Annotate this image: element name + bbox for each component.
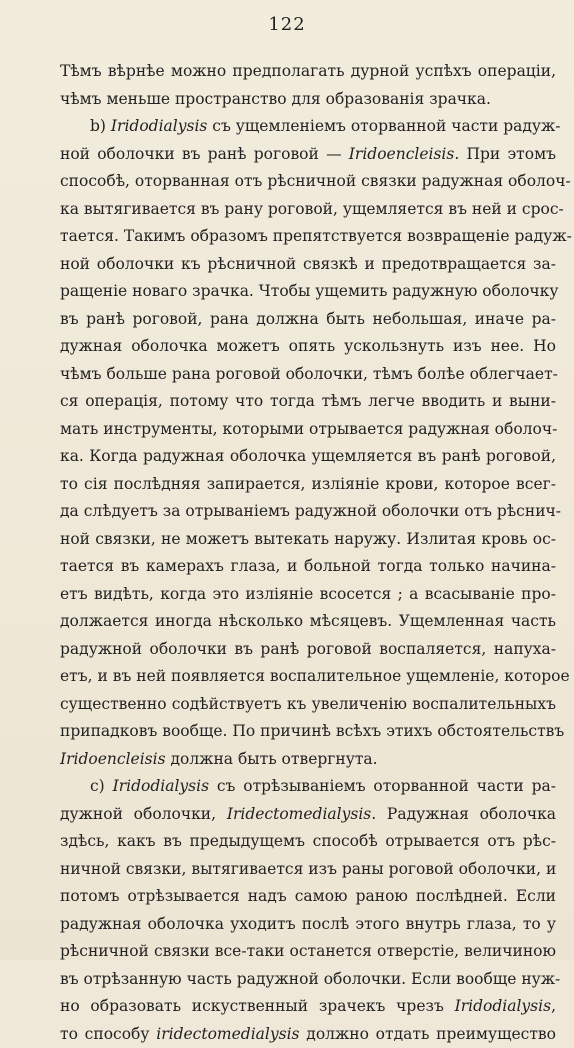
text-line: здѣсь, какъ въ предыдущемъ способѣ отрывается отъ рѣс- <box>60 828 556 856</box>
text-segment: , <box>551 997 556 1015</box>
text-segment: съ отрѣзыванiемъ оторванной части ра- <box>209 777 556 795</box>
text-line: мать инструменты, которыми отрывается радужная оболоч- <box>60 416 556 444</box>
text-line: дужная оболочка можетъ опять ускользнуть изъ нее. Но <box>60 333 556 361</box>
body-text <box>60 58 556 1048</box>
text-line: ничной связки, вытягивается изъ раны роговой оболочки, и <box>60 856 556 884</box>
text-segment: ной оболочки въ ранѣ роговой — <box>60 145 349 163</box>
text-line: Тѣмъ вѣрнѣе можно предполагать дурной успѣхъ операцiи, <box>60 58 556 86</box>
text-line: тается. Такимъ образомъ препятствуется возвращенiе радуж- <box>60 223 556 251</box>
text-line <box>60 746 556 774</box>
text-line: потомъ отрѣзывается надъ самою раною послѣдней. Если <box>60 883 556 911</box>
text-line: тается въ камерахъ глаза, и больной тогда только начина- <box>60 553 556 581</box>
text-line <box>60 993 556 1021</box>
text-segment: . При этомъ <box>454 145 556 163</box>
text-line: етъ видѣть, когда это излiянiе всосется ; а всасыванiе про- <box>60 581 556 609</box>
text-segment: должна быть отвергнута. <box>166 750 378 768</box>
text-segment: b) <box>90 117 111 135</box>
text-line: способѣ, оторванная отъ рѣсничной связки радужная оболоч- <box>60 168 556 196</box>
text-segment: . Радужная оболочка <box>371 805 556 823</box>
text-line: радужная оболочка уходитъ послѣ этого внутрь глаза, то у <box>60 911 556 939</box>
italic-term: Iridoencleisis <box>349 145 455 163</box>
text-line: ка. Когда радужная оболочка ущемляется въ ранѣ роговой, <box>60 443 556 471</box>
text-segment: то способу <box>60 1025 156 1043</box>
text-line <box>60 141 556 169</box>
text-line: ка вытягивается въ рану роговой, ущемляется въ ней и срос- <box>60 196 556 224</box>
text-line: должается иногда нѣсколько мѣсяцевъ. Ущемленная часть <box>60 608 556 636</box>
text-line: въ отрѣзанную часть радужной оболочки. Если вообще нуж- <box>60 966 556 994</box>
text-line <box>60 773 556 801</box>
text-line: припадковъ вообще. По причинѣ всѣхъ этихъ обстоятельствъ <box>60 718 556 746</box>
italic-term: Iridectomedialysis <box>227 805 371 823</box>
text-line: радужной оболочки въ ранѣ роговой воспаляется, напуха- <box>60 636 556 664</box>
italic-term: Iridodialysis <box>113 777 209 795</box>
text-line: въ ранѣ роговой, рана должна быть небольшая, иначе ра- <box>60 306 556 334</box>
page-number: 122 <box>0 14 574 35</box>
text-segment: дужной оболочки, <box>60 805 227 823</box>
italic-term: Iridodialysis <box>111 117 207 135</box>
text-segment: должно отдать преимущество <box>300 1025 557 1043</box>
text-line <box>60 801 556 829</box>
text-line: ращенiе новаго зрачка. Чтобы ущемить радужную оболочку <box>60 278 556 306</box>
italic-term: Iridoencleisis <box>60 750 166 768</box>
text-line: да слѣдуетъ за отрыванiемъ радужной оболочки отъ рѣснич- <box>60 498 556 526</box>
text-line: ся операцiя, потому что тогда тѣмъ легче вводить и выни- <box>60 388 556 416</box>
text-line: етъ, и въ ней появляется воспалительное ущемленiе, которое <box>60 663 556 691</box>
text-segment: c) <box>90 777 113 795</box>
text-line: ной связки, не можетъ вытекать наружу. Излитая кровь ос- <box>60 526 556 554</box>
text-line <box>60 1021 556 1048</box>
text-segment: но образовать искуственный зрачекъ чрезъ <box>60 997 455 1015</box>
text-line: то сiя послѣдняя запирается, излiянiе крови, которое всег- <box>60 471 556 499</box>
text-line: чѣмъ меньше пространство для образованiя зрачка. <box>60 86 556 114</box>
text-line: рѣсничной связки все-таки останется отверстiе, величиною <box>60 938 556 966</box>
text-line: ной оболочки къ рѣсничной связкѣ и предотвращается за- <box>60 251 556 279</box>
text-line: существенно содѣйствуетъ къ увеличенiю воспалительныхъ <box>60 691 556 719</box>
text-line: чѣмъ больше рана роговой оболочки, тѣмъ болѣе облегчает- <box>60 361 556 389</box>
italic-term: Iridodialysis <box>455 997 551 1015</box>
italic-term: iridectomedialysis <box>156 1025 299 1043</box>
text-line <box>60 113 556 141</box>
text-segment: съ ущемленiемъ оторванной части радуж- <box>207 117 560 135</box>
